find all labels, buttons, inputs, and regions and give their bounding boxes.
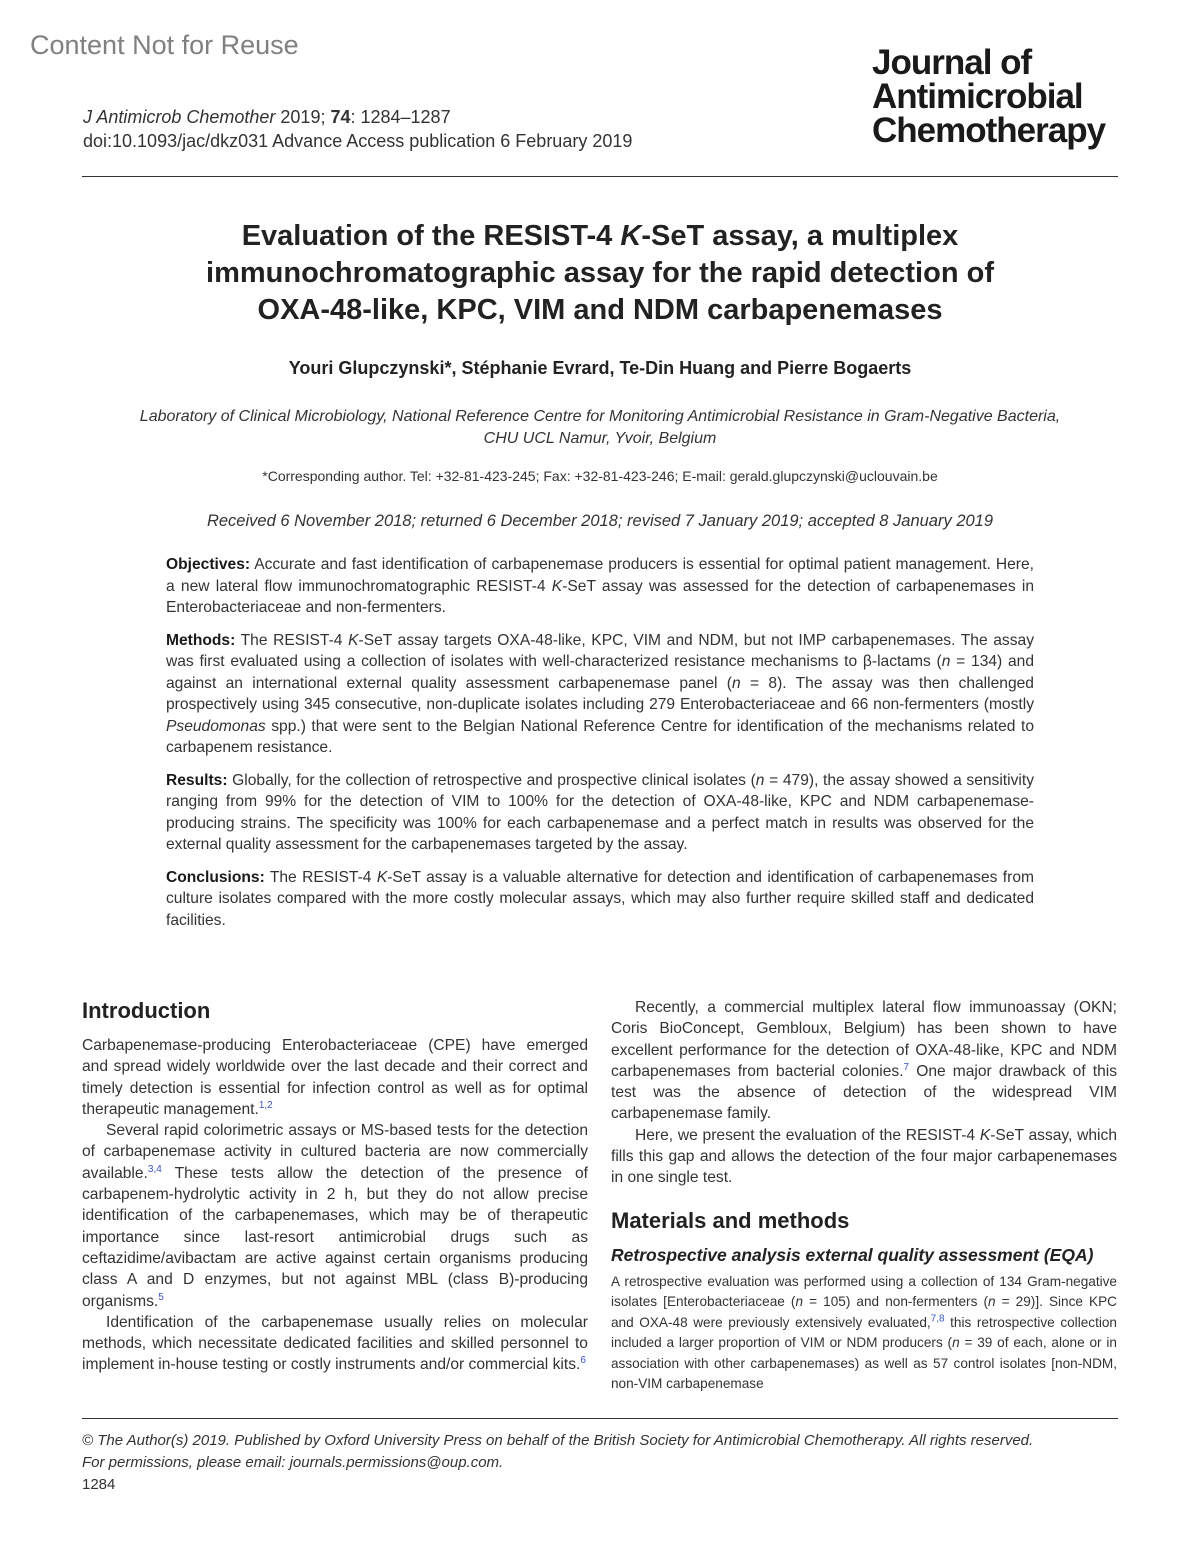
intro-p1-text: Carbapenemase-producing Enterobacteriaceae (CPE) have emerged and spread widely worldwide over the last decade and their correct and timely detection is essential for infection control as well as for optimal therapeutic management. (82, 1037, 588, 1118)
results-n: n (755, 771, 765, 789)
journal-name: J Antimicrob Chemother (83, 107, 276, 127)
header-divider (82, 176, 1118, 177)
ref-link[interactable]: 3,4 (147, 1163, 162, 1175)
conclusions-label: Conclusions: (166, 868, 265, 886)
col2-p2-text-a: Here, we present the evaluation of the RESIST-4 (635, 1126, 980, 1144)
m1-text-b: = 105) and non-fermenters ( (803, 1294, 988, 1310)
m1-text-d: this retrospective collection included a larger proportion of VIM or NDM producers ( (611, 1314, 1117, 1351)
permissions-line: For permissions, please email: journals.permissions@oup.com. (82, 1454, 504, 1471)
objectives-k: K (551, 577, 563, 595)
intro-p3-text: Identification of the carbapenemase usually relies on molecular methods, which necessitate dedicated facilities and skilled personnel to implement in-house testing or costly instruments and/or commercial kits. (82, 1313, 588, 1374)
m1-text-a: A retrospective evaluation was performed using a collection of 134 Gram-negative isolates [Enterobacteriaceae ( (611, 1273, 1117, 1310)
right-column (611, 997, 1117, 1395)
affiliation-line-2: CHU UCL Namur, Yvoir, Belgium (483, 430, 717, 447)
corresponding-author: *Corresponding author. Tel: +32-81-423-245; Fax: +32-81-423-246; E-mail: gerald.glupczynski@uclouvain.be (262, 468, 938, 484)
methods-pseudomonas: Pseudomonas (166, 717, 266, 735)
affiliation (90, 406, 1110, 450)
objectives-text-1: Accurate and fast identification of carbapenemase producers is essential for optimal patient management. Here, a new lateral flow immunochromatographic RESIST-4 (166, 556, 1034, 595)
ref-link[interactable]: 7 (903, 1061, 910, 1073)
conclusions-text-1: The RESIST-4 (264, 868, 377, 886)
intro-paragraph-1 (82, 1035, 588, 1120)
methods-n-1: n (941, 653, 951, 670)
methods-text-1: The RESIST-4 (235, 631, 349, 649)
copyright-footer (82, 1430, 1033, 1474)
col2-p2-k: K (979, 1126, 991, 1144)
ref-link[interactable]: 6 (580, 1355, 586, 1367)
title-part-2: -SeT assay, a multiplex (641, 220, 959, 252)
ref-link[interactable]: 1,2 (258, 1099, 273, 1111)
footer-divider (82, 1418, 1118, 1419)
results-text-2: = 479), the assay showed a sensitivity ranging from 99% for the detection of VIM to 100% for the detection of OXA-48-like, KPC and NDM carbapenemase-producing strains. The specificity was 100% for each carbapenemase and a perfect match in results was observed for the external quality assessment for the carbapenemases targeted by the assay. (166, 771, 1034, 853)
citation-pages: : 1284–1287 (350, 107, 451, 127)
abstract-methods (166, 630, 1034, 759)
intro-paragraph-2 (82, 1120, 588, 1312)
intro-p2-text-a: Several rapid colorimetric assays or MS-based tests for the detection of carbapenemase activity in cultured bacteria are now commercially available. (82, 1122, 588, 1182)
abstract (166, 554, 1034, 942)
col2-p1-text-b: One major drawback of this test was the absence of detection of the widespread VIM carbapenemase family. (611, 1062, 1117, 1123)
citation (83, 105, 632, 153)
article-title (120, 218, 1080, 329)
abstract-conclusions (166, 867, 1034, 932)
affiliation-line-1: Laboratory of Clinical Microbiology, National Reference Centre for Monitoring Antimicrobial Resistance in Gram-Negative Bacteria, (139, 408, 1061, 425)
methods-text-5: spp.) that were sent to the Belgian National Reference Centre for identification of the mechanisms related to carbapenem resistance. (166, 717, 1034, 756)
m1-n-2: n (988, 1294, 996, 1310)
intro-p2-text-b: These tests allow the detection of the presence of carbapenem-hydrolytic activity in 2 h, but they do not allow precise identification of the carbapenemases, which may be of therapeutic importance since last-resort antimicrobial drugs such as ceftazidime/avibactam are active against certain organisms producing class A and D enzymes, but not against MBL (class B)-producing organisms. (82, 1164, 588, 1310)
introduction-heading: Introduction (82, 998, 211, 1023)
title-part-1: Evaluation of the RESIST-4 (241, 220, 621, 252)
journal-logo (872, 43, 1132, 150)
m1-n-1: n (795, 1294, 804, 1310)
objectives-label: Objectives: (166, 556, 251, 573)
authors: Youri Glupczynski*, Stéphanie Evrard, Te-Din Huang and Pierre Bogaerts (288, 358, 912, 378)
intro-paragraph-3 (82, 1312, 588, 1376)
abstract-results (166, 770, 1034, 856)
page-number: 1284 (82, 1476, 116, 1493)
citation-year: 2019; (275, 107, 331, 127)
ref-link[interactable]: 7,8 (930, 1313, 945, 1325)
col2-paragraph-1 (611, 997, 1117, 1125)
results-text-1: Globally, for the collection of retrospective and prospective clinical isolates ( (227, 771, 756, 789)
m1-text-c: = 29)]. Since KPC and OXA-48 were previously extensively evaluated, (611, 1294, 1118, 1330)
received-dates: Received 6 November 2018; returned 6 December 2018; revised 7 January 2019; accepted 8 January 2019 (206, 512, 994, 530)
left-column (82, 997, 588, 1376)
methods-n-2: n (731, 674, 741, 692)
title-line-3: OXA-48-like, KPC, VIM and NDM carbapenemases (257, 294, 943, 326)
objectives-text-2: -SeT assay was assessed for the detection of carbapenemases in Enterobacteriaceae and non-fermenters. (166, 577, 1034, 616)
doi-line: doi:10.1093/jac/dkz031 Advance Access publication 6 February 2019 (83, 131, 633, 151)
watermark: Content Not for Reuse (30, 30, 299, 60)
m1-text-e: = 39 of each, alone or in association with other carbapenemases) as well as 57 control isolates [non-NDM, non-VIM carbapenemase (611, 1335, 1117, 1392)
methods-k: K (348, 631, 359, 649)
methods-heading: Materials and methods (611, 1207, 850, 1233)
methods-text-3: = 134) and against an international external quality assessment carbapenemase panel ( (166, 653, 1034, 692)
title-line-2: immunochromatographic assay for the rapid detection of (206, 257, 994, 289)
col2-paragraph-2 (611, 1125, 1117, 1189)
conclusions-k: K (376, 868, 388, 886)
methods-paragraph-1 (611, 1272, 1117, 1395)
logo-line-1: Journal of (872, 43, 1032, 82)
methods-label: Methods: (166, 631, 236, 649)
copyright-line: © The Author(s) 2019. Published by Oxford University Press on behalf of the British Society for Antimicrobial Chemotherapy. All rights reserved. (82, 1432, 1034, 1449)
methods-text-2: -SeT assay targets OXA-48-like, KPC, VIM and NDM, but not IMP carbapenemases. The assay was first evaluated using a collection of isolates with well-characterized resistance mechanisms to β-lactams ( (166, 631, 1034, 670)
col2-p1-text-a: Recently, a commercial multiplex lateral flow immunoassay (OKN; Coris BioConcept, Gembloux, Belgium) has been shown to have excellent performance for the detection of OXA-48-like, KPC and NDM carbapenemases from bacterial colonies. (611, 999, 1117, 1080)
logo-line-2: Antimicrobial (872, 77, 1083, 116)
ref-link[interactable]: 5 (158, 1291, 164, 1303)
retrospective-subheading: Retrospective analysis external quality assessment (EQA) (611, 1244, 1094, 1265)
conclusions-text-2: -SeT assay is a valuable alternative for detection and identification of carbapenemases from culture isolates compared with the more costly molecular assays, which may also further require skilled staff and dedicated facilities. (166, 868, 1034, 929)
citation-volume: 74 (330, 107, 351, 127)
m1-n-3: n (952, 1335, 960, 1351)
results-label: Results: (166, 771, 228, 789)
abstract-objectives (166, 554, 1034, 619)
methods-text-4: = 8). The assay was then challenged prospectively using 345 consecutive, non-duplicate isolates including 279 Enterobacteriaceae and 66 non-fermenters (mostly (166, 674, 1034, 713)
col2-p2-text-b: -SeT assay, which fills this gap and allows the detection of the four major carbapenemases in one single test. (611, 1126, 1117, 1187)
logo-line-3: Chemotherapy (872, 111, 1106, 150)
title-italic-k: K (620, 220, 642, 252)
